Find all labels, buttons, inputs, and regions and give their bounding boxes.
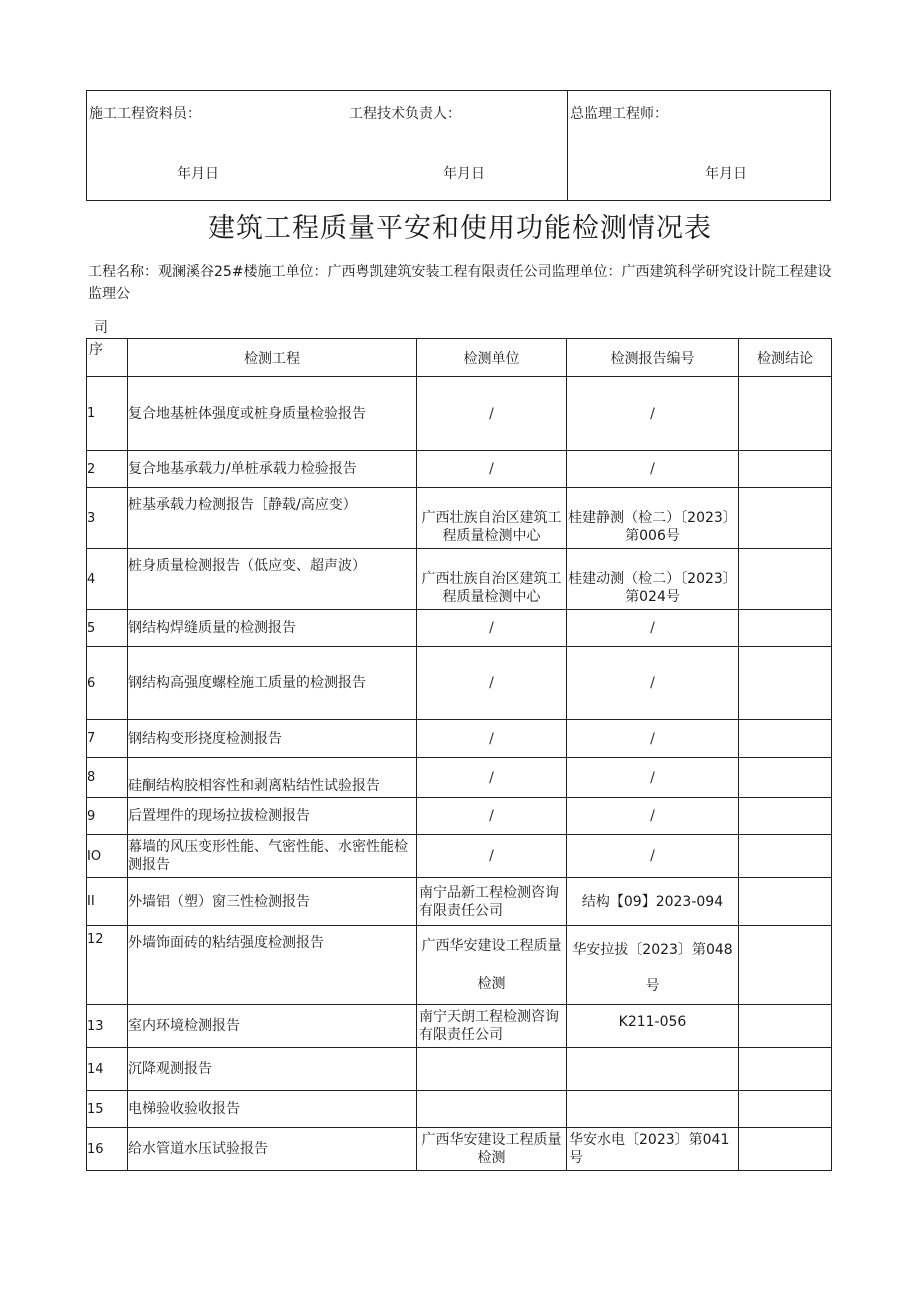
project-info-tail: 司 bbox=[94, 320, 108, 336]
row-unit: / bbox=[417, 798, 567, 835]
row-no: 9 bbox=[87, 798, 128, 835]
row-no: 3 bbox=[87, 488, 128, 549]
table-row bbox=[87, 610, 832, 647]
row-result bbox=[739, 1005, 832, 1048]
row-unit: 广西壮族自治区建筑工程质量检测中心 bbox=[417, 549, 567, 610]
row-unit bbox=[417, 1048, 567, 1091]
row-report: / bbox=[567, 720, 739, 758]
row-no: 15 bbox=[87, 1091, 128, 1128]
row-no: 5 bbox=[87, 610, 128, 647]
table-row bbox=[87, 488, 832, 549]
row-item: 钢结构焊缝质量的检测报告 bbox=[128, 610, 417, 647]
row-no: 16 bbox=[87, 1128, 128, 1171]
row-no: 12 bbox=[87, 926, 128, 1005]
row-report: 华安拉拔〔2023〕第048号 bbox=[567, 926, 739, 1005]
row-no: 1 bbox=[87, 377, 128, 451]
inspection-table bbox=[86, 338, 832, 1171]
row-result bbox=[739, 798, 832, 835]
row-no: 13 bbox=[87, 1005, 128, 1048]
row-unit: / bbox=[417, 835, 567, 878]
signature-tech-lead bbox=[343, 91, 567, 200]
table-row bbox=[87, 1128, 832, 1171]
row-no: 8 bbox=[87, 758, 128, 798]
row-item: 沉降观测报告 bbox=[128, 1048, 417, 1091]
signature-supervisor bbox=[567, 91, 831, 200]
row-item: 给水管道水压试验报告 bbox=[128, 1128, 417, 1171]
row-report: / bbox=[567, 835, 739, 878]
row-result bbox=[739, 1091, 832, 1128]
table-row bbox=[87, 1091, 832, 1128]
row-no: 14 bbox=[87, 1048, 128, 1091]
recorder-role: 施工工程资料员： bbox=[89, 106, 201, 122]
row-result bbox=[739, 451, 832, 488]
row-unit: / bbox=[417, 610, 567, 647]
table-row bbox=[87, 549, 832, 610]
table-row bbox=[87, 1048, 832, 1091]
row-item: 复合地基承载力/单桩承载力检验报告 bbox=[128, 451, 417, 488]
row-report: K211-056 bbox=[567, 1005, 739, 1048]
row-item: 外墙铝（塑）窗三性检测报告 bbox=[128, 878, 417, 926]
row-result bbox=[739, 835, 832, 878]
row-item: 硅酮结构胶相容性和剥离粘结性试验报告 bbox=[128, 758, 417, 798]
row-result bbox=[739, 549, 832, 610]
row-unit: / bbox=[417, 377, 567, 451]
header-report: 检测报告编号 bbox=[567, 339, 739, 377]
row-report: / bbox=[567, 610, 739, 647]
row-unit: 南宁品新工程检测咨询有限责任公司 bbox=[417, 878, 567, 926]
row-item: 后置埋件的现场拉拔检测报告 bbox=[128, 798, 417, 835]
table-row bbox=[87, 758, 832, 798]
row-result bbox=[739, 610, 832, 647]
page-title: 建筑工程质量平安和使用功能检测情况表 bbox=[208, 213, 712, 244]
row-report bbox=[567, 1091, 739, 1128]
row-report: / bbox=[567, 647, 739, 720]
table-row bbox=[87, 647, 832, 720]
row-report: / bbox=[567, 377, 739, 451]
signature-recorder bbox=[87, 91, 343, 200]
row-no: IO bbox=[87, 835, 128, 878]
signature-box bbox=[86, 90, 831, 201]
row-result bbox=[739, 878, 832, 926]
row-report: / bbox=[567, 451, 739, 488]
row-unit: 广西华安建设工程质量检测 bbox=[417, 926, 567, 1005]
table-row bbox=[87, 926, 832, 1005]
row-item: 桩身质量检测报告（低应变、超声波） bbox=[128, 549, 417, 610]
row-item: 外墙饰面砖的粘结强度检测报告 bbox=[128, 926, 417, 1005]
row-item: 桩基承载力检测报告［静载/高应变） bbox=[128, 488, 417, 549]
tech-lead-role: 工程技术负责人： bbox=[349, 106, 461, 122]
project-info: 工程名称：观澜溪谷25#楼施工单位：广西粤凯建筑安装工程有限责任公司监理单位：广西建筑科学研究设计院工程建设监理公 bbox=[88, 264, 832, 302]
row-item: 电梯验收验收报告 bbox=[128, 1091, 417, 1128]
tech-lead-date: 年月日 bbox=[443, 166, 485, 182]
row-unit: / bbox=[417, 758, 567, 798]
row-report: 结构【09】2023-094 bbox=[567, 878, 739, 926]
table-row bbox=[87, 451, 832, 488]
table-row bbox=[87, 835, 832, 878]
row-unit: / bbox=[417, 647, 567, 720]
row-result bbox=[739, 1048, 832, 1091]
supervisor-date: 年月日 bbox=[705, 166, 747, 182]
row-no: II bbox=[87, 878, 128, 926]
row-item: 钢结构变形挠度检测报告 bbox=[128, 720, 417, 758]
table-row bbox=[87, 377, 832, 451]
row-no: 7 bbox=[87, 720, 128, 758]
table-row bbox=[87, 1005, 832, 1048]
row-result bbox=[739, 1128, 832, 1171]
row-item: 幕墙的风压变形性能、气密性能、水密性能检测报告 bbox=[128, 835, 417, 878]
recorder-date: 年月日 bbox=[177, 166, 219, 182]
row-unit: / bbox=[417, 451, 567, 488]
row-report: 桂建静测（检二）〔2023〕第006号 bbox=[567, 488, 739, 549]
header-item: 检测工程 bbox=[128, 339, 417, 377]
row-report: / bbox=[567, 798, 739, 835]
row-report: / bbox=[567, 758, 739, 798]
row-result bbox=[739, 647, 832, 720]
row-no: 4 bbox=[87, 549, 128, 610]
row-report bbox=[567, 1048, 739, 1091]
row-item: 室内环境检测报告 bbox=[128, 1005, 417, 1048]
row-report: 桂建动测（检二）〔2023〕第024号 bbox=[567, 549, 739, 610]
row-result bbox=[739, 720, 832, 758]
supervisor-role: 总监理工程师： bbox=[570, 106, 668, 122]
row-report: 华安水电〔2023〕第041号 bbox=[567, 1128, 739, 1171]
row-result bbox=[739, 488, 832, 549]
row-unit: 广西壮族自治区建筑工程质量检测中心 bbox=[417, 488, 567, 549]
table-header-row bbox=[87, 339, 832, 377]
header-no: 序 bbox=[87, 339, 128, 377]
header-unit: 检测单位 bbox=[417, 339, 567, 377]
table-row bbox=[87, 878, 832, 926]
row-unit: 南宁天朗工程检测咨询有限责任公司 bbox=[417, 1005, 567, 1048]
row-item: 复合地基桩体强度或桩身质量检验报告 bbox=[128, 377, 417, 451]
row-result bbox=[739, 926, 832, 1005]
row-result bbox=[739, 377, 832, 451]
table-row bbox=[87, 720, 832, 758]
row-item: 钢结构高强度螺栓施工质量的检测报告 bbox=[128, 647, 417, 720]
row-unit bbox=[417, 1091, 567, 1128]
row-unit: 广西华安建设工程质量检测 bbox=[417, 1128, 567, 1171]
header-result: 检测结论 bbox=[739, 339, 832, 377]
row-no: 6 bbox=[87, 647, 128, 720]
row-result bbox=[739, 758, 832, 798]
row-no: 2 bbox=[87, 451, 128, 488]
row-unit: / bbox=[417, 720, 567, 758]
table-row bbox=[87, 798, 832, 835]
